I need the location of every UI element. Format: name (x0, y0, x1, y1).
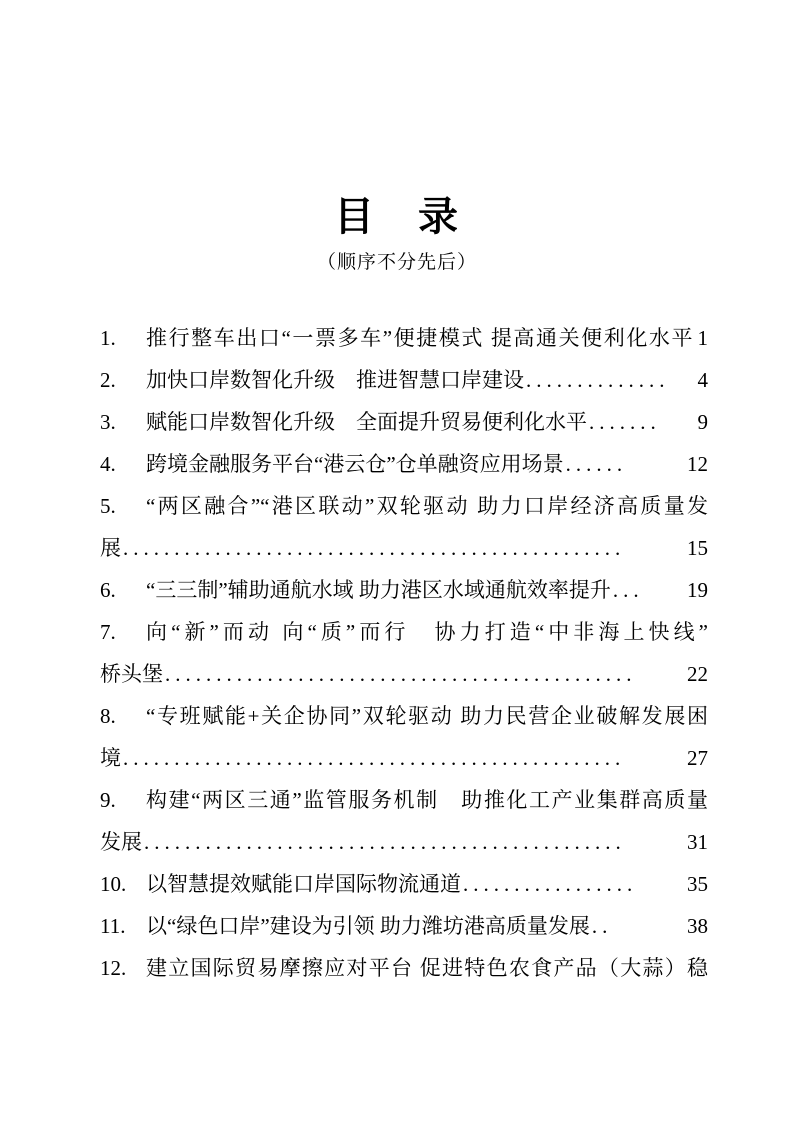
toc-entry (100, 443, 708, 485)
dot-leader: ....... (589, 410, 661, 434)
page-number: 19 (687, 578, 708, 602)
entry-title: 跨境金融服务平台“港云仓”仓单融资应用场景 (146, 452, 564, 476)
entry-title: 向“新”而动 向“质”而行 协力打造“中非海上快线” (146, 620, 708, 644)
entry-number: 10. (100, 872, 127, 896)
entry-title: 以“绿色口岸”建设为引领 助力潍坊港高质量发展 (146, 914, 590, 938)
entry-title: “两区融合”“港区联动”双轮驱动 助力口岸经济高质量发 (146, 494, 708, 518)
toc-entry (100, 569, 708, 611)
dot-leader: .............................................. (165, 662, 637, 686)
toc-entry-continuation (100, 527, 708, 569)
dot-leader: ............................................... (144, 830, 626, 854)
toc-entry-continuation (100, 821, 708, 863)
toc-entry-continuation (100, 653, 708, 695)
entry-title: 赋能口岸数智化升级 全面提升贸易便利化水平 (146, 410, 587, 434)
toc-entry (100, 905, 708, 947)
entry-number: 4. (100, 452, 116, 476)
entry-number: 7. (100, 620, 116, 644)
page-number: 15 (687, 536, 708, 560)
toc-entry (100, 695, 708, 737)
entry-title: 加快口岸数智化升级 推进智慧口岸建设 (146, 368, 524, 392)
dot-leader: .. (591, 914, 613, 938)
toc-entry (100, 317, 708, 359)
entry-number: 11. (100, 914, 126, 938)
entry-number: 9. (100, 788, 116, 812)
entry-title-continued: 展 (100, 536, 121, 560)
entry-number: 5. (100, 494, 116, 518)
entry-title: 以智慧提效赋能口岸国际物流通道 (146, 872, 461, 896)
entry-number: 1. (100, 326, 116, 350)
entry-title: 建立国际贸易摩擦应对平台 促进特色农食产品（大蒜）稳 (146, 956, 708, 980)
entry-number: 2. (100, 368, 116, 392)
toc-entry (100, 779, 708, 821)
entry-number: 8. (100, 704, 116, 728)
toc-entry (100, 485, 708, 527)
dot-leader: ................. (463, 872, 638, 896)
toc-entry (100, 359, 708, 401)
entry-number: 6. (100, 578, 116, 602)
entry-title: “三三制”辅助通航水域 助力港区水域通航效率提升 (146, 578, 611, 602)
page-number: 31 (687, 830, 708, 854)
dot-leader: ................................................. (123, 746, 626, 770)
page-title: 目 录 (334, 194, 460, 239)
entry-title: 推行整车出口“一票多车”便捷模式 提高通关便利化水平 (146, 326, 693, 350)
dot-leader: ................................................. (123, 536, 626, 560)
entry-title: 构建“两区三通”监管服务机制 助推化工产业集群高质量 (146, 788, 708, 812)
entry-title-continued: 发展 (100, 830, 142, 854)
toc-entry (100, 401, 708, 443)
page-number: 9 (697, 410, 708, 434)
entry-number: 3. (100, 410, 116, 434)
page-subtitle: （顺序不分先后） (316, 252, 477, 273)
table-of-contents (100, 317, 708, 989)
page-number: 27 (687, 746, 708, 770)
page-number: 4 (697, 368, 708, 392)
page-number: 1 (697, 326, 708, 350)
toc-entry (100, 947, 708, 989)
toc-entry (100, 863, 708, 905)
page-number: 38 (687, 914, 708, 938)
page-number: 35 (687, 872, 708, 896)
toc-entry-continuation (100, 737, 708, 779)
dot-leader: ... (612, 578, 644, 602)
entry-number: 12. (100, 956, 127, 980)
page-number: 12 (687, 452, 708, 476)
dot-leader: .............. (526, 368, 670, 392)
toc-entry (100, 611, 708, 653)
page-number: 22 (687, 662, 708, 686)
entry-title: “专班赋能+关企协同”双轮驱动 助力民营企业破解发展困 (146, 704, 708, 728)
entry-title-continued: 境 (100, 746, 121, 770)
dot-leader: ...... (565, 452, 628, 476)
entry-title-continued: 桥头堡 (100, 662, 163, 686)
